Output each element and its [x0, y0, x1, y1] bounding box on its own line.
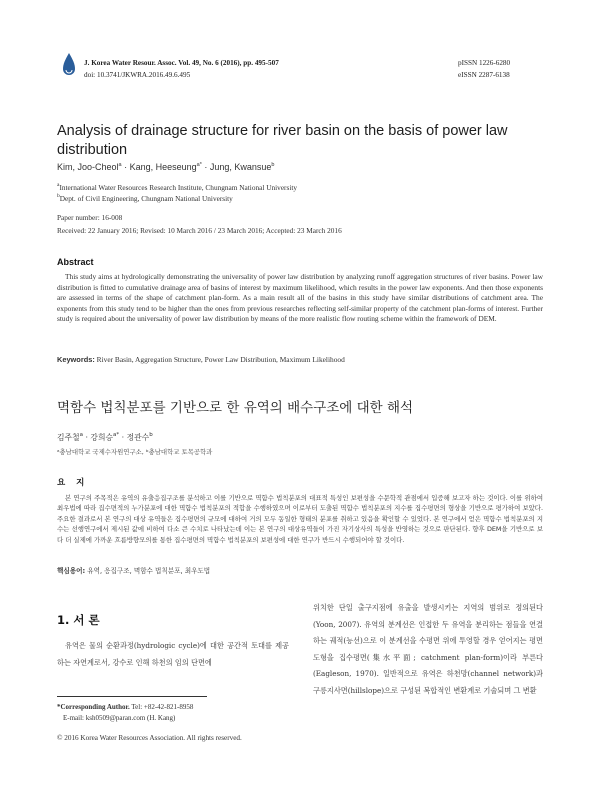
affiliations-korean: ᵃ충남대학교 국제수자원연구소, ᵇ충남대학교 토목공학과: [57, 448, 213, 456]
affiliation-sup: b: [57, 193, 60, 199]
author-separator: ·: [82, 433, 91, 442]
footnote-tel: Tel: +82-42-821-8958: [129, 703, 194, 711]
copyright-notice: © 2016 Korea Water Resources Association. All rights reserved.: [57, 734, 242, 742]
body-text-left-column: 유역은 물의 순환과정(hydrologic cycle)에 대한 공간적 토대를 제공하는 자연계로서, 강수로 인해 하천의 임의 단면에: [57, 641, 289, 667]
paper-title-english: Analysis of drainage structure for river basin on the basis of power law distribution: [57, 123, 508, 158]
abstract-text-korean: 본 연구의 주목적은 유역의 유출응집구조를 분석하고 이를 기반으로 멱함수 법칙분포의 대표적 특성인 보편성을 수문학적 관점에서 입증해 보고자 하는 것이다. 이를 위하여 최우법에 따라 집수면적의 누가분포에 대한 멱함수 법칙분포의 적합을 수행하였으며 이로부터 도출된 멱함수 법칙분포의 지수를 집수평면의 형상을 기반으로 평가하여 보았다. 주요한 결과로서 본 연구의 대상 유역들은 집수평면의 규모에 대하여 거의 모두 동일한 형태의 분포를 취하고 있음을 확인할 수 있었다. 본 연구에서 얻은 멱함수 법칙분포의 지수는 선행연구에서 제시된 값에 비하여 다소 큰 수치로 나타났는데 이는 본 연구의 대상유역들이 가진 자기상사의 특성을 반영하는 것으로 판단된다. 향후 DEM을 기반으로 보다 더 실제에 가까운 흐름방향모의를 통한 집수평면의 멱함수 법칙분포의 보편성에 대한 연구가 반드시 수행되어야 할 것이다.: [57, 494, 543, 544]
journal-logo-icon: [62, 52, 76, 78]
author-sup: b: [149, 432, 153, 438]
author-name: Jung, Kwansue: [209, 162, 272, 172]
pissn: pISSN 1226-6280: [458, 59, 511, 67]
submission-dates: Received: 22 January 2016; Revised: 10 March 2016 / 23 March 2016; Accepted: 23 March 2016: [57, 226, 342, 235]
author-name: 정관수: [126, 433, 150, 442]
author-sup: a: [118, 162, 122, 168]
author-sup: a: [79, 432, 83, 438]
footnote-divider: [57, 696, 207, 697]
author-separator: ·: [201, 162, 210, 172]
author-sup: a*: [113, 432, 120, 438]
author-separator: ·: [121, 162, 130, 172]
author-name: Kang, Heeseung: [129, 162, 197, 172]
keywords-korean: [57, 565, 210, 575]
body-text-right-column: 위치한 단일 출구지점에 유출을 발생시키는 지역의 범위로 정의된다(Yoon, 2007). 유역의 분계선은 인접한 두 유역을 분리하는 점들을 연결하는 궤적(능선)으로 이 분계선을 수평면 위에 투영할 경우 얻어지는 평면도형을 집수평면(集水平面; catchment plan-form)이라 부른다(Eagleson, 1970). 일반적으로 유역은 하천망(channel network)과 구릉지사면(hillslope)으로 구성된 복합적인 변환계로 기술되며 그 변환: [313, 603, 543, 695]
eissn: eISSN 2287-6138: [458, 71, 510, 79]
author-name: 김주철: [57, 433, 80, 442]
keywords-english: [57, 355, 543, 365]
author-name: Kim, Joo-Cheol: [57, 162, 119, 172]
author-sup: b: [271, 162, 275, 168]
authors-korean: [57, 432, 153, 443]
affiliation-text: Dept. of Civil Engineering, Chungnam National University: [59, 194, 233, 203]
keywords-list-korean: 유역, 응집구조, 멱함수 법칙분포, 최우도법: [85, 567, 211, 575]
issn-block: [458, 57, 510, 81]
keywords-label-korean: 핵심용어:: [57, 567, 86, 575]
keywords-list: River Basin, Aggregation Structure, Power Law Distribution, Maximum Likelihood: [94, 355, 345, 364]
abstract-heading-korean: 요 지: [57, 478, 89, 488]
footnote-label: *Corresponding Author.: [57, 703, 130, 711]
corresponding-author-footnote: [57, 702, 193, 723]
affiliation-sup: a: [57, 182, 60, 188]
author-sup: a*: [196, 162, 202, 168]
affiliation-text: International Water Resources Research Institute, Chungnam National University: [59, 183, 298, 192]
author-name: 강희승: [90, 433, 114, 442]
doi[interactable]: doi: 10.3741/JKWRA.2016.49.6.495: [84, 71, 191, 79]
author-separator: ·: [119, 433, 127, 442]
authors-english: [57, 162, 274, 172]
keywords-label: Keywords:: [57, 355, 95, 364]
affiliation-b: [57, 191, 233, 204]
journal-header: [84, 57, 279, 81]
journal-citation: J. Korea Water Resour. Assoc. Vol. 49, No. 6 (2016), pp. 495-507: [84, 59, 279, 67]
abstract-text: This study aims at hydrologically demonstrating the universality of power law distribution by analyzing runoff aggregation structures of river basins. Power law distribution is fitted to cumulative drainage area of basins of interest by maximum likelihood, which results in the power law exponents. And then those exponents are assessed in terms of the shape of catchment plan-form. As a main result all of the basins in this study have similar distributions of catchment area. The exponents from this study tend to be higher than the ones from previous researches reflecting self-similar property of the catchment plan-forms of interest. Further study is required about the universality of power law distribution by means of the more realistic flow routing scheme within the framework of DEM.: [57, 272, 543, 324]
abstract-heading: Abstract: [57, 257, 94, 267]
paper-number: Paper number: 16-008: [57, 213, 123, 222]
footnote-email[interactable]: E-mail: ksh0509@paran.com (H. Kang): [63, 713, 176, 722]
paper-title-korean: 멱함수 법칙분포를 기반으로 한 유역의 배수구조에 대한 해석: [57, 400, 414, 416]
section-heading-introduction: 1. 서 론: [57, 613, 100, 627]
